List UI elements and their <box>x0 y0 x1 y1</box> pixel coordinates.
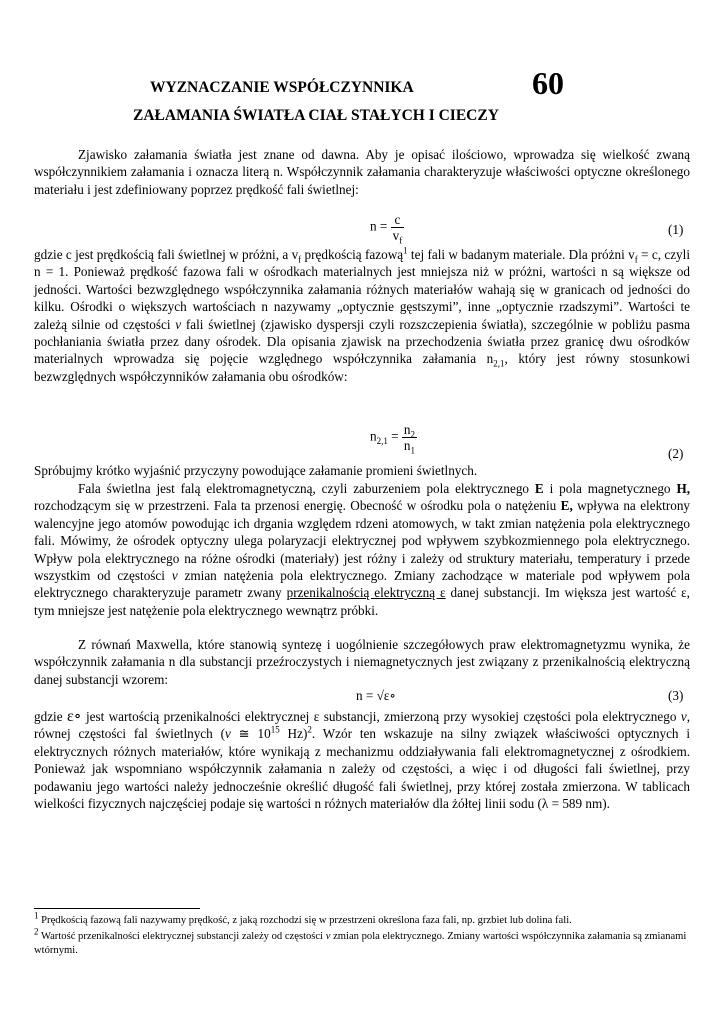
equation-1 <box>370 212 404 246</box>
footnote-ref-2: 2 <box>307 725 312 736</box>
eq2-lhs-sub: 2,1 <box>376 436 388 447</box>
p6-c: , równej częstości fal świetlnych ( <box>34 709 690 742</box>
p2-b: prędkością fazową <box>301 247 404 262</box>
footnote-2-b: zmian pola elektrycznego. Zmiany wartości współczynnika załamania są zmianami wtórnymi. <box>34 931 687 956</box>
footnote-1-text: Prędkością fazową fali nazywamy prędkość, z jaką rozchodzi się w przestrzeni określona faza fali, np. grzbiet lub dolina fali. <box>38 915 572 926</box>
title-line-2: ZAŁAMANIA ŚWIATŁA CIAŁ STAŁYCH I CIECZY <box>133 107 499 124</box>
p2-a: gdzie c jest prędkością fali świetlnej w próżni, a v <box>34 247 299 262</box>
eq2-numerator-sub: 2 <box>410 429 415 440</box>
eq1-numerator: c <box>391 212 405 228</box>
footnote-divider <box>34 908 200 909</box>
footnote-1-mark: 1 <box>34 910 39 921</box>
epsilon-infinity: ε∘ <box>66 708 82 725</box>
eq2-equals: = <box>387 428 399 444</box>
equation-2 <box>370 422 417 456</box>
equation-3: n = √ε∘ <box>356 688 396 703</box>
paragraph-permittivity <box>34 708 690 812</box>
p2-c: tej fali w badanym materiale. Dla próżni v <box>407 247 635 262</box>
nu-symbol-4: ν <box>224 726 231 742</box>
equation-2-label: (2) <box>668 446 684 461</box>
p4-c: rozchodzącym się w przestrzeni. Fala ta przenosi energię. Obecność w ośrodku pola o natężeniu <box>34 498 561 514</box>
footnote-2-nu: ν <box>325 931 331 942</box>
field-H: H, <box>676 481 690 496</box>
eq2-numerator: n <box>403 422 411 437</box>
p4-f: danej substancji. Im większa jest wartość ε, tym mniejsze jest natężenie pola elektrycznego wewnątrz próbki. <box>34 585 690 618</box>
nu-symbol-2: ν <box>171 568 178 584</box>
p4-b: i pola magnetycznego <box>543 481 677 496</box>
permittivity-term: przenikalnością elektryczną ε <box>286 585 446 601</box>
p5-text: Z równań Maxwella, które stanowią syntezę i uogólnienie szczegółowych praw elektromagnetyzmu wynika, że współczynnik załamania n dla substancji przeźroczystych i niemagnetycznych jest związany z przenikalnością elektryczną danej substancji wzorem: <box>34 637 690 687</box>
eq2-denominator-sub: 1 <box>410 445 415 456</box>
p6-e: . Wzór ten wskazuje na silny związek właściwości optycznych i elektrycznych różnych materiałów, które wynikają z mechanizmu oddziaływania fali elektromagnetycznej z ośrodkiem. Ponieważ jak wspomniano współczynnik załamania n zależy od częstości, a więc i od długości fali świetlnej, przy podawaniu jego wartości należy jednocześnie określić długość fali świetlnej, przy której została zmierzona. W tablicach wielkości fizycznych najczęściej podaje się wartości n różnych materiałów dla żółtej linii sodu (λ = 589 nm). <box>34 726 691 812</box>
eq1-denominator-sub: f <box>399 235 403 246</box>
paragraph-explain: Spróbujmy krótko wyjaśnić przyczyny powodujące załamanie promieni świetlnych. <box>34 463 478 478</box>
p2-f: , który jest równy stosunkowi bezwzględnych współczynników załamania obu ośrodków: <box>34 351 690 384</box>
p2-sub-21: 2,1 <box>493 359 505 370</box>
paragraph-maxwell <box>34 636 690 688</box>
p2-sub: f <box>298 254 302 265</box>
p6-exponent: 15 <box>270 725 280 736</box>
paragraph-refraction-definition <box>34 246 690 385</box>
exercise-number: 60 <box>532 65 564 101</box>
eq2-fraction <box>402 422 417 456</box>
footnote-2-mark: 2 <box>34 926 39 937</box>
equation-3-label: (3) <box>668 688 684 703</box>
nu-symbol-3: ν <box>680 709 687 724</box>
footnote-ref-1: 1 <box>403 245 408 256</box>
footnote-2-a: Wartość przenikalności elektrycznej substancji zależy od częstości <box>38 931 326 942</box>
paragraph-em-wave <box>34 480 690 619</box>
equation-1-label: (1) <box>668 222 684 237</box>
p4-d: wpływa na elektrony walencyjne jego atomów powodując ich drgania względem rdzeni atomowych, w takt zmian natężenia pola elektrycznego fali. Mówimy, że ośrodek optyczny ulega polaryzacji elektrycznej pod wpływem szybkozmiennego pola elektrycznego. Wpływ pola elektrycznego na różne ośrodki (materiały) jest różny i zależy od struktury materiału, temperatury i przede wszystkim od częstości <box>34 498 691 584</box>
footnote-2 <box>34 926 694 958</box>
footnote-1 <box>34 910 694 928</box>
p6-d: Hz) <box>279 726 308 742</box>
p4-a: Fala świetlna jest falą elektromagnetyczną, czyli zaburzeniem pola elektrycznego <box>78 481 535 496</box>
eq1-fraction <box>391 212 405 246</box>
eq1-lhs: n = <box>370 218 388 234</box>
paragraph-intro <box>34 146 690 198</box>
field-E-2: E, <box>560 498 573 514</box>
p2-sub-2: f <box>634 254 638 265</box>
p6-b: jest wartością przenikalności elektrycznej ε substancji, zmierzoną przy wysokiej częstości pola elektrycznego <box>81 709 681 724</box>
p6-a: gdzie <box>34 709 67 724</box>
eq1-denominator: v <box>392 228 400 243</box>
p2-d: = c, czyli n = 1. Ponieważ prędkość fazowa fali w ośrodkach materialnych jest mniejsza niż w próżni, wartości n są większe od jedności. Wartości bezwzględnego współczynnika załamania różnych materiałów wahają się w granicach od jedności do kilku. Ośrodki o większych wartościach n nazywamy „optycznie gęstszymi”, inne „optycznie rzadszymi”. Wartości te zależą silnie od częstości <box>34 247 690 332</box>
p2-e: fali świetlnej (zjawisko dyspersji czyli rozszczepienia światła), szczególnie w pobliżu pasma pochłaniania światła przez dany ośrodek. Dla opisania zjawisk na przechodzenia światła przez granicę dwu ośrodków materialnych wprowadza się pojęcie względnego współczynnika załamania n <box>34 316 690 367</box>
eq2-denominator: n <box>403 438 411 453</box>
eq2-lhs: n <box>370 428 377 444</box>
p6-approx: ≅ 10 <box>230 726 271 742</box>
title-line-1: WYZNACZANIE WSPÓŁCZYNNIKA <box>150 79 414 96</box>
p4-e: zmian natężenia pola elektrycznego. Zmiany zachodzące w materiale pod wpływem pola elektrycznego charakteryzuje parametr zwany <box>34 568 691 601</box>
field-E: E <box>534 481 544 496</box>
paragraph-intro-text: Zjawisko załamania światła jest znane od dawna. Aby je opisać ilościowo, wprowadza się wielkość zwaną współczynnikiem załamania i oznacza literą n. Współczynnik załamania charakteryzuje właściwości optyczne określonego materiału i jest zdefiniowany poprzez prędkość fali świetlnej: <box>34 147 690 197</box>
nu-symbol: ν <box>175 316 182 332</box>
